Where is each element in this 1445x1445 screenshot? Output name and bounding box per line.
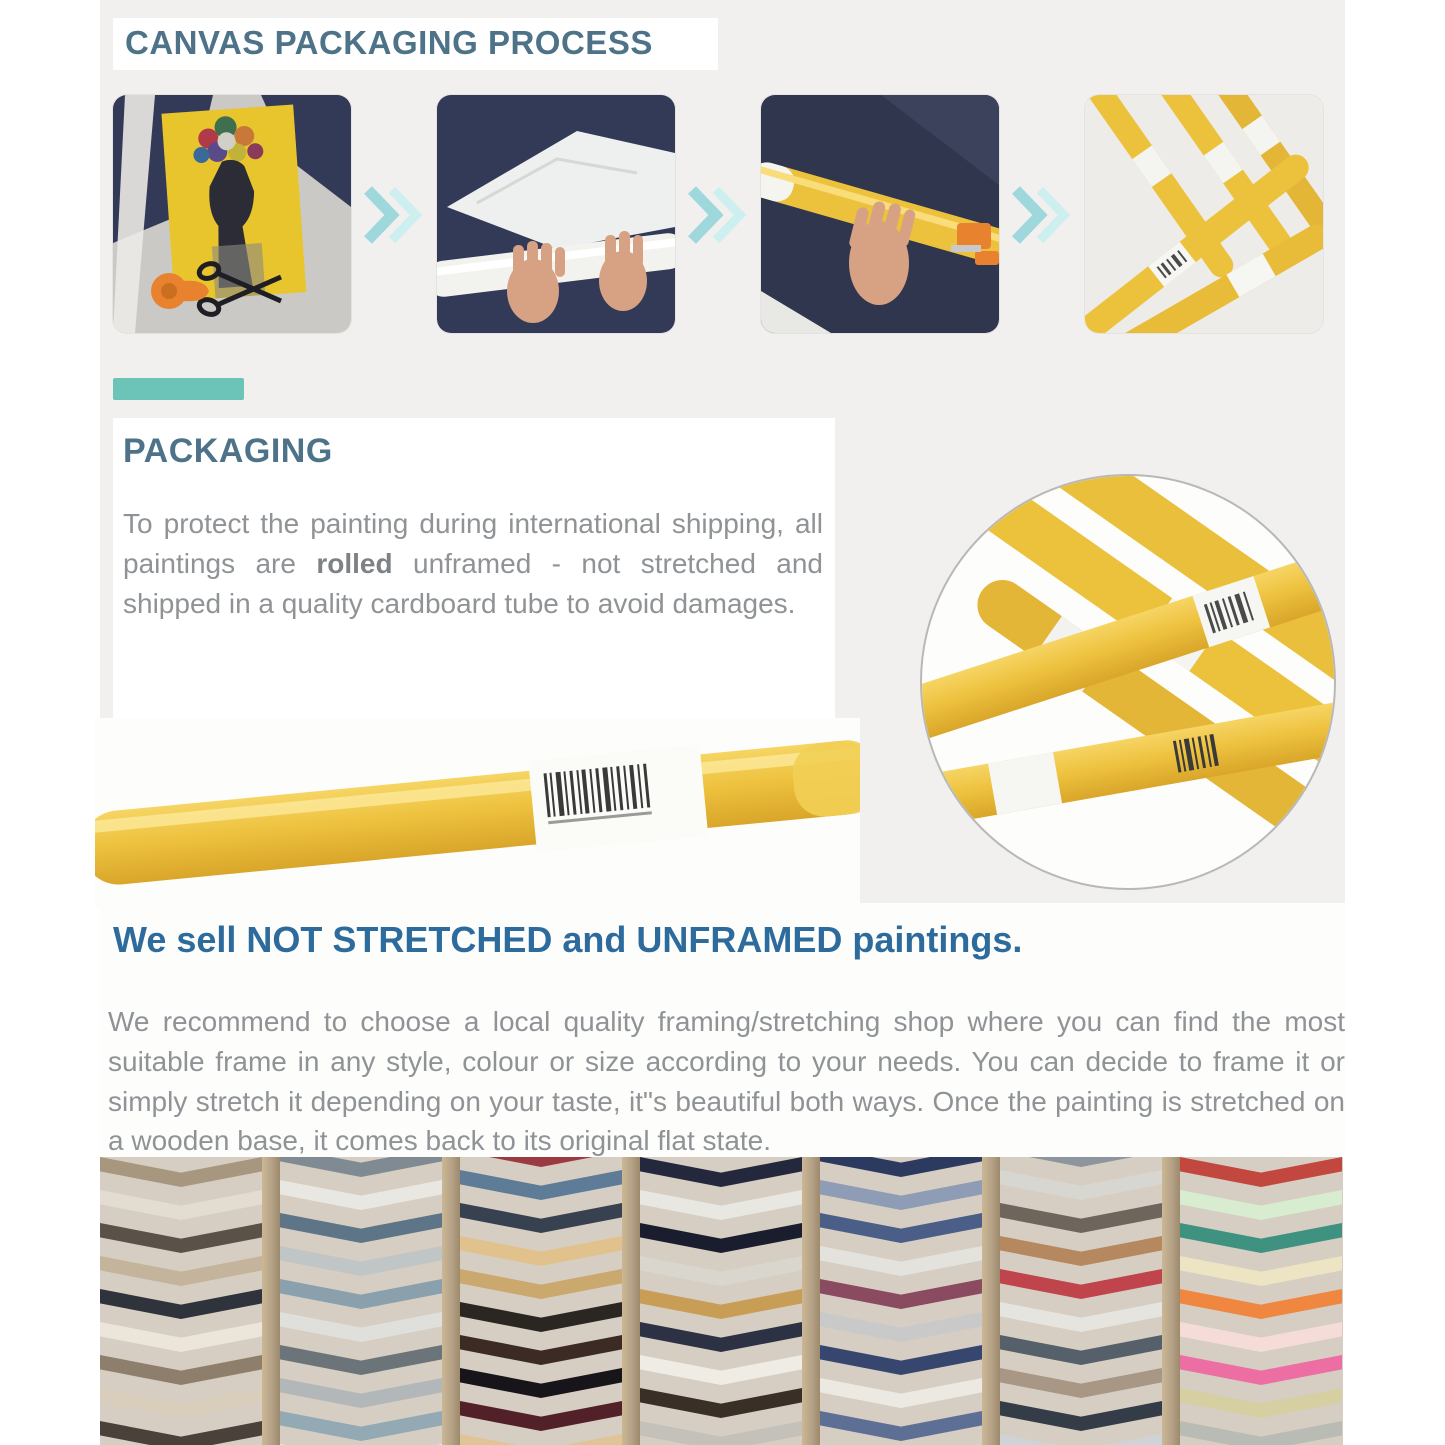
frame-corner-sample (1000, 1170, 1162, 1200)
frame-corner-sample (280, 1157, 442, 1177)
frame-corner-sample (280, 1246, 442, 1276)
page-title: CANVAS PACKAGING PROCESS (125, 24, 653, 61)
frame-corner-sample (1000, 1302, 1162, 1332)
frame-corner-sample (1000, 1434, 1162, 1445)
frame-sample-column (280, 1157, 442, 1445)
frame-corner-sample (640, 1355, 802, 1385)
frame-corner-sample (1180, 1223, 1342, 1253)
frame-sample-column (1180, 1157, 1342, 1445)
frame-corner-sample (820, 1411, 982, 1441)
frame-corner-sample (460, 1157, 622, 1167)
frame-sample-column (820, 1157, 982, 1445)
frame-corner-sample (640, 1388, 802, 1418)
frame-corner-sample (640, 1223, 802, 1253)
process-step-photo-cutting (113, 95, 351, 333)
frame-corner-sample (820, 1213, 982, 1243)
frame-corner-sample (100, 1322, 262, 1352)
frame-corner-sample (460, 1236, 622, 1266)
frame-corner-sample (280, 1378, 442, 1408)
frame-corner-sample (820, 1345, 982, 1375)
frame-rack-rail (982, 1157, 1000, 1445)
process-step-photo-rolling (437, 95, 675, 333)
frame-corner-sample (100, 1289, 262, 1319)
frame-corner-sample (280, 1345, 442, 1375)
frame-corner-sample (460, 1368, 622, 1398)
frame-rack-rail (802, 1157, 820, 1445)
frame-corner-sample (460, 1335, 622, 1365)
frame-corner-sample (100, 1388, 262, 1418)
frame-corner-sample (460, 1269, 622, 1299)
frame-corner-sample (820, 1246, 982, 1276)
frame-corner-sample (640, 1421, 802, 1445)
frame-corner-sample (100, 1355, 262, 1385)
rolled-tube-photo (95, 718, 860, 908)
frame-corner-sample (1180, 1289, 1342, 1319)
frame-corner-sample (1180, 1157, 1342, 1187)
frame-corner-sample (1180, 1388, 1342, 1418)
tube-detail-circle-photo (916, 470, 1340, 894)
frame-corner-sample (460, 1170, 622, 1200)
frame-corner-sample (1000, 1335, 1162, 1365)
frame-corner-sample (1180, 1256, 1342, 1286)
frame-corner-sample (1000, 1401, 1162, 1431)
frame-corner-sample (820, 1180, 982, 1210)
frame-sample-column (100, 1157, 262, 1445)
frame-corner-sample (640, 1289, 802, 1319)
frame-corner-sample (460, 1302, 622, 1332)
frame-corner-sample (640, 1190, 802, 1220)
process-step-photo-taping (761, 95, 999, 333)
frame-rack-rail (262, 1157, 280, 1445)
frame-corner-sample (100, 1421, 262, 1445)
frame-sample-column (460, 1157, 622, 1445)
process-arrow-icon (1010, 182, 1076, 248)
frame-corner-sample (1000, 1203, 1162, 1233)
process-step-photo-packed-tubes (1085, 95, 1323, 333)
process-arrow-icon (362, 182, 428, 248)
frame-rack-rail (442, 1157, 460, 1445)
frame-corner-sample (1000, 1236, 1162, 1266)
frame-corner-sample (460, 1434, 622, 1445)
frame-corner-sample (1180, 1355, 1342, 1385)
frame-corner-sample (1180, 1190, 1342, 1220)
frame-corner-sample (100, 1157, 262, 1187)
frame-rack-rail (622, 1157, 640, 1445)
frame-corner-sample (280, 1312, 442, 1342)
frame-corner-sample (100, 1256, 262, 1286)
frame-corner-sample (820, 1378, 982, 1408)
frame-corner-sample (1000, 1269, 1162, 1299)
frame-corner-sample (820, 1157, 982, 1177)
frame-sample-column (640, 1157, 802, 1445)
frame-corner-sample (280, 1279, 442, 1309)
frame-corner-sample (460, 1203, 622, 1233)
frame-corner-sample (1000, 1157, 1162, 1167)
frame-corner-sample (100, 1223, 262, 1253)
selling-section (100, 903, 1345, 1157)
selling-body-text: We recommend to choose a local quality framing/stretching shop where you can find the most suitable frame in any style, colour or size according to your needs. You can decide to frame it or simply stretch it depending on your taste, it"s beautiful both ways. Once the painting is stretched on a wooden base, it comes back to its original flat state. (108, 1006, 1345, 1157)
frame-corner-sample (100, 1190, 262, 1220)
frame-corner-sample (1000, 1368, 1162, 1398)
frame-corner-sample (460, 1401, 622, 1431)
selling-heading: We sell NOT STRETCHED and UNFRAMED paintings. (113, 919, 1023, 960)
accent-divider-bar (113, 378, 244, 400)
frame-corner-sample (820, 1279, 982, 1309)
frame-sample-column (1000, 1157, 1162, 1445)
frame-samples-image (100, 1157, 1343, 1445)
frame-corner-sample (1180, 1322, 1342, 1352)
frame-corner-sample (640, 1322, 802, 1352)
barcode-label (528, 744, 708, 852)
frame-corner-sample (280, 1411, 442, 1441)
frame-rack-rail (1162, 1157, 1180, 1445)
frame-corner-sample (280, 1213, 442, 1243)
packaging-heading: PACKAGING (123, 432, 333, 470)
section-title-strip (113, 18, 718, 70)
packaging-body-text: To protect the painting during international shipping, all paintings are rolled unframed - not stretched and shipped in a quality cardboard tube to avoid damages. (123, 508, 824, 619)
frame-corner-sample (280, 1180, 442, 1210)
frame-corner-sample (1180, 1421, 1342, 1445)
frame-corner-sample (640, 1256, 802, 1286)
frame-corner-sample (820, 1312, 982, 1342)
process-arrow-icon (686, 182, 752, 248)
frame-corner-sample (640, 1157, 802, 1187)
